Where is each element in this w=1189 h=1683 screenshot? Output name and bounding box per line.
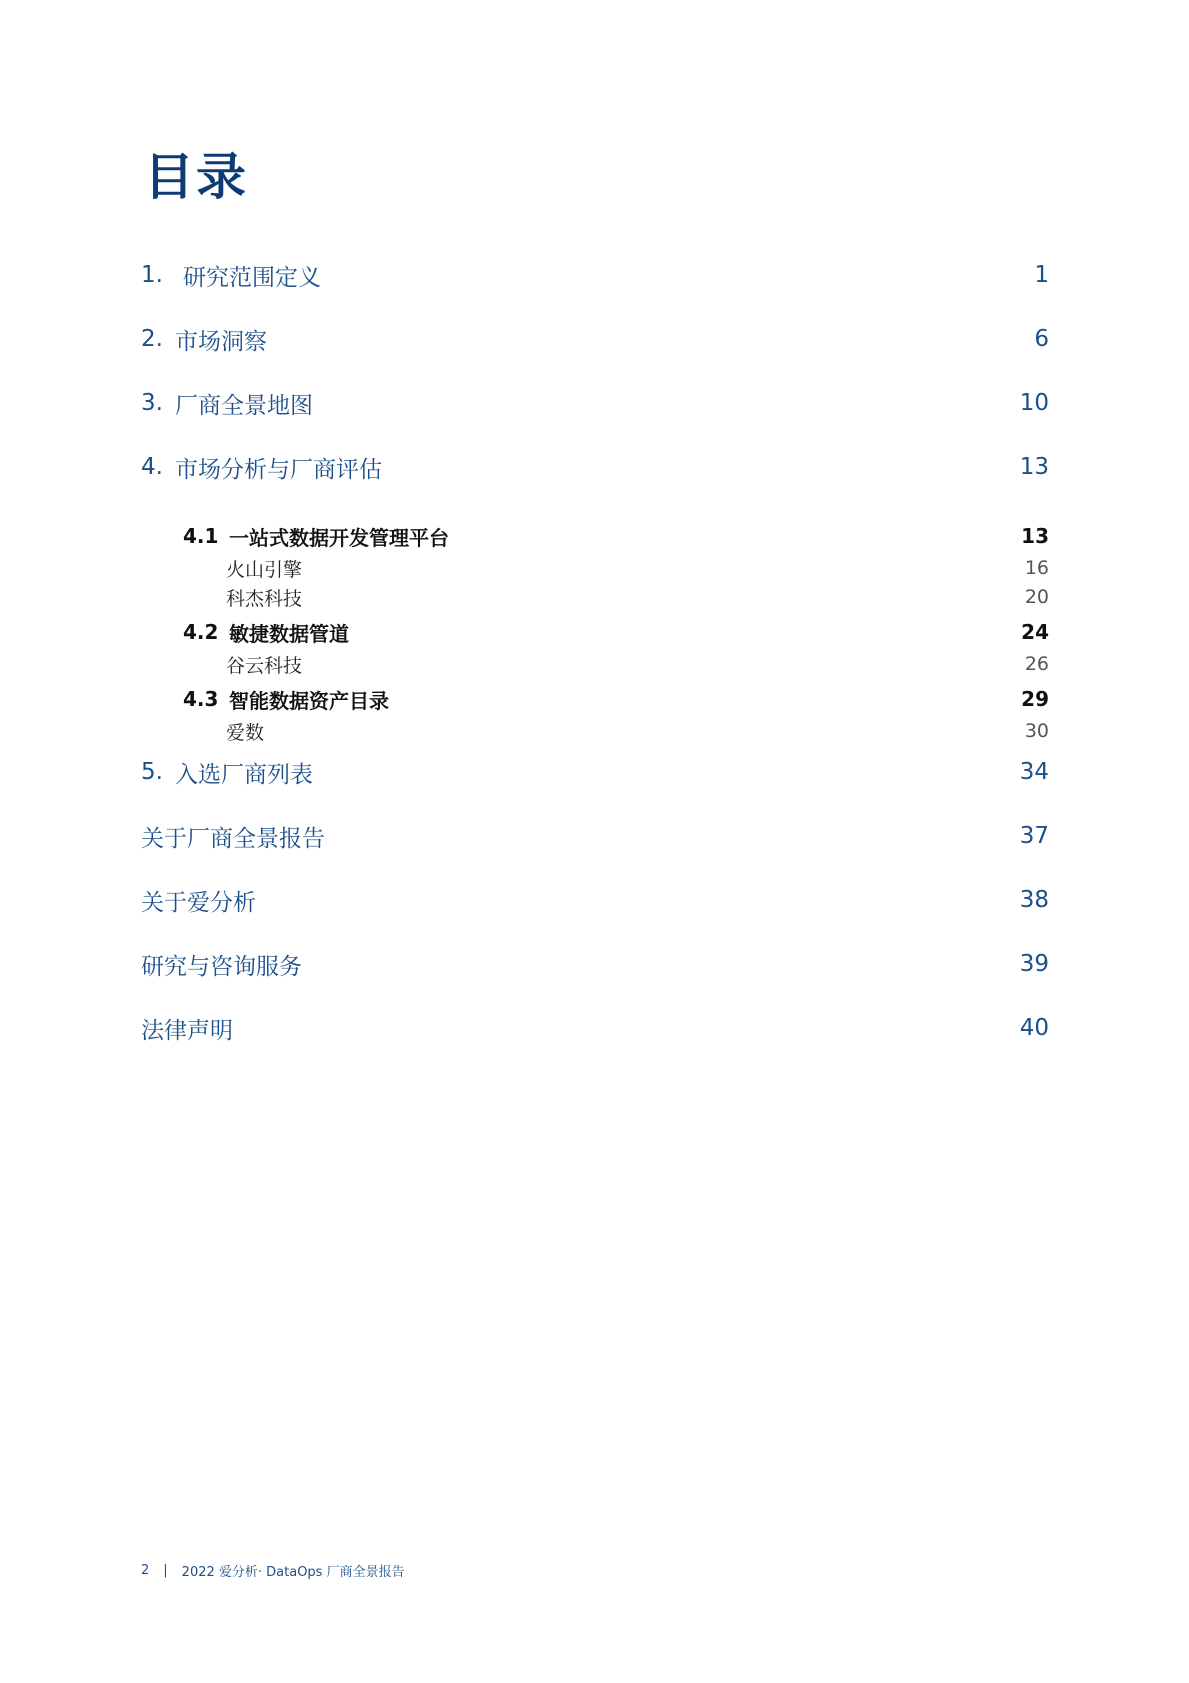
toc-entry-label: 一站式数据开发管理平台 <box>229 525 449 550</box>
toc-entry-label: 市场分析与厂商评估 <box>175 456 382 483</box>
toc-entry-label: 研究范围定义 <box>183 264 321 291</box>
toc-entry-guyun-tech[interactable] <box>226 647 1049 681</box>
toc-entry-label: 智能数据资产目录 <box>229 688 389 713</box>
toc-entry-page: 37 <box>1019 823 1049 849</box>
toc-entry-page: 38 <box>1019 887 1049 913</box>
toc-entry-page: 20 <box>1024 586 1049 608</box>
toc-entry-page: 6 <box>1034 326 1049 352</box>
toc-entry-number: 4. <box>141 454 163 480</box>
toc-entry-legal[interactable] <box>141 1011 1049 1045</box>
toc-entry-page: 10 <box>1019 390 1049 416</box>
toc-entry-page: 24 <box>1021 620 1049 644</box>
toc-entry-page: 16 <box>1024 557 1049 579</box>
toc-entry-2[interactable] <box>141 322 1049 356</box>
toc-entry-label: 谷云科技 <box>226 654 303 677</box>
toc-entry-number: 5. <box>141 759 163 785</box>
toc-entry-about-report[interactable] <box>141 819 1049 853</box>
toc-entry-label: 科杰科技 <box>226 587 303 610</box>
toc-entry-page: 30 <box>1024 720 1049 742</box>
toc-entry-aishu[interactable] <box>226 714 1049 748</box>
toc-entry-label: 入选厂商列表 <box>175 761 313 788</box>
toc-entry-number: 3. <box>141 390 163 416</box>
page-title: 目录 <box>144 148 248 206</box>
footer-report-title: 2022 爱分析· DataOps 厂商全景报告 <box>181 1565 405 1580</box>
toc-entry-label: 市场洞察 <box>175 328 267 355</box>
toc-entry-label: 火山引擎 <box>226 558 303 581</box>
footer-separator: | <box>163 1563 168 1578</box>
toc-entry-page: 26 <box>1024 653 1049 675</box>
toc-entry-research-services[interactable] <box>141 947 1049 981</box>
toc-entry-label: 敏捷数据管道 <box>229 621 349 646</box>
toc-entry-label: 厂商全景地图 <box>175 392 313 419</box>
toc-entry-4-3[interactable] <box>183 682 1049 716</box>
page-footer <box>141 1561 405 1580</box>
toc-entry-3[interactable] <box>141 386 1049 420</box>
toc-entry-label: 爱数 <box>226 721 265 744</box>
toc-entry-page: 39 <box>1019 951 1049 977</box>
toc-entry-number: 2. <box>141 326 163 352</box>
toc-entry-label: 法律声明 <box>141 1017 233 1044</box>
toc-entry-4-1[interactable] <box>183 519 1049 553</box>
toc-entry-kejie-tech[interactable] <box>226 580 1049 614</box>
toc-entry-number: 4.1 <box>183 524 219 548</box>
toc-entry-label: 关于爱分析 <box>141 889 256 916</box>
toc-entry-page: 40 <box>1019 1015 1049 1041</box>
toc-entry-about-aifenxi[interactable] <box>141 883 1049 917</box>
footer-page-number: 2 <box>141 1563 150 1578</box>
toc-entry-label: 关于厂商全景报告 <box>141 825 325 852</box>
toc-entry-4-2[interactable] <box>183 615 1049 649</box>
toc-entry-number: 1. <box>141 262 163 288</box>
toc-entry-number: 4.2 <box>183 620 219 644</box>
toc-entry-5[interactable] <box>141 755 1049 789</box>
toc-entry-1[interactable] <box>141 258 1049 292</box>
toc-entry-page: 13 <box>1021 524 1049 548</box>
toc-entry-label: 研究与咨询服务 <box>141 953 302 980</box>
toc-entry-number: 4.3 <box>183 687 219 711</box>
toc-entry-page: 29 <box>1021 687 1049 711</box>
toc-entry-page: 34 <box>1019 759 1049 785</box>
toc-entry-page: 1 <box>1034 262 1049 288</box>
toc-entry-4[interactable] <box>141 450 1049 484</box>
toc-entry-page: 13 <box>1019 454 1049 480</box>
